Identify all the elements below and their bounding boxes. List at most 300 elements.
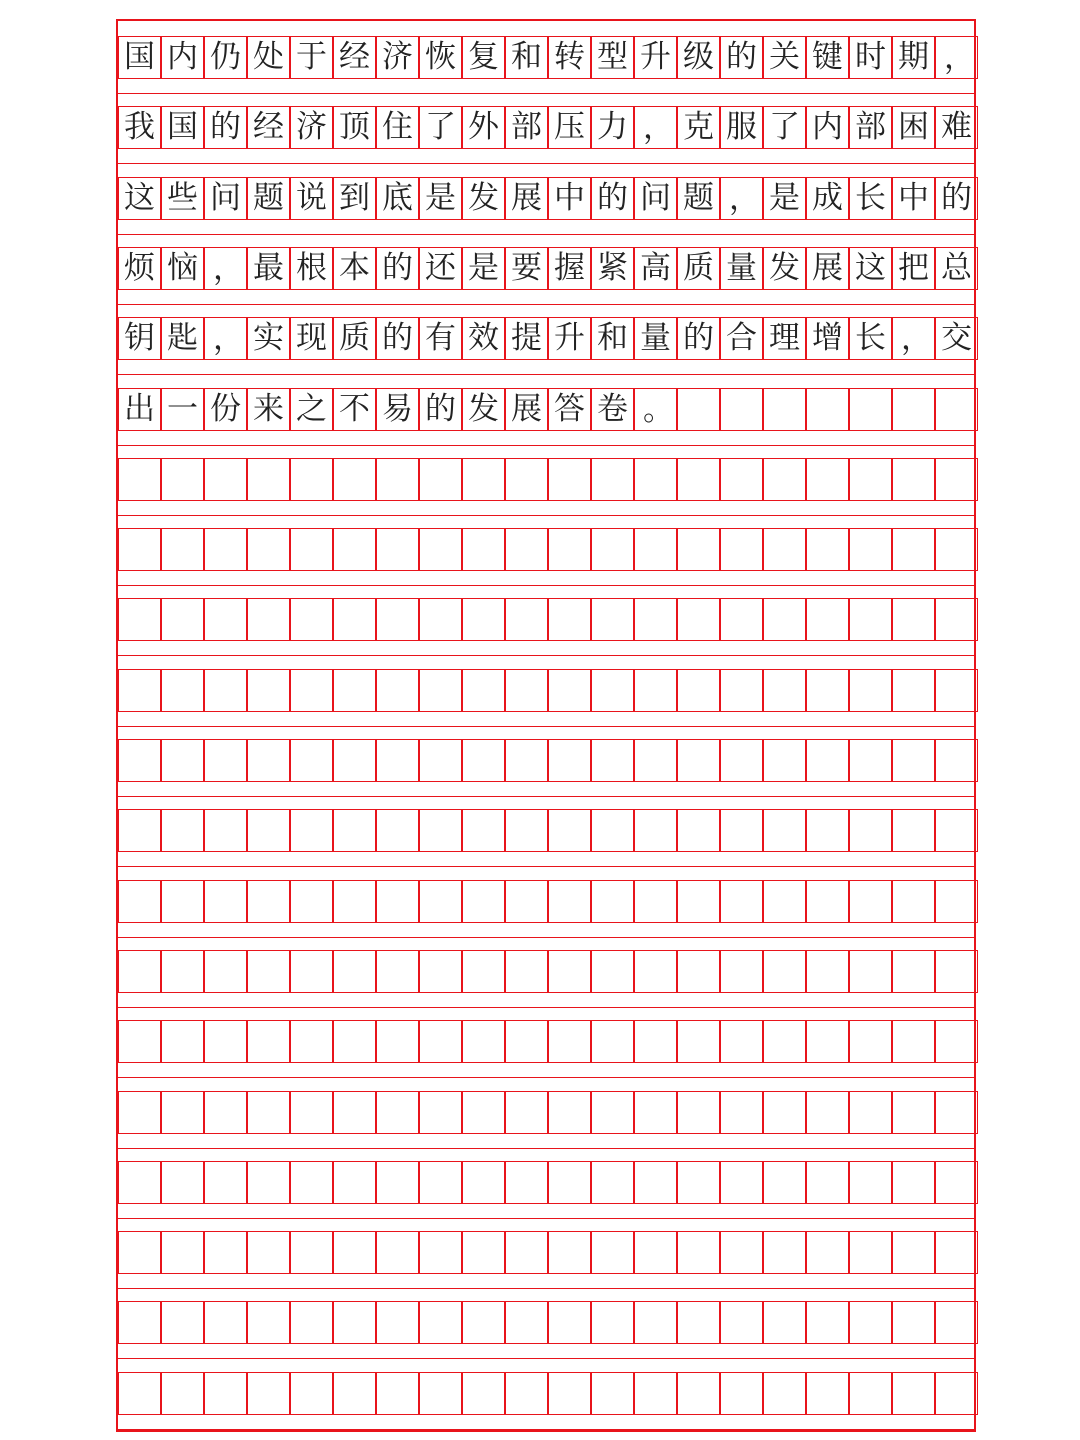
grid-cell: 提 [505,317,548,360]
grid-cell [290,1020,333,1063]
grid-cell [290,669,333,712]
row-gap-line [118,1358,974,1359]
grid-cell [118,739,161,782]
grid-row [118,388,974,431]
grid-cell [935,1091,978,1134]
grid-cell [505,1020,548,1063]
grid-cell: 易 [376,388,419,431]
grid-cell [247,1020,290,1063]
grid-cell [505,809,548,852]
grid-cell [806,1161,849,1204]
row-gap-line [118,1007,974,1008]
grid-row [118,598,974,641]
grid-cell [677,739,720,782]
grid-cell [720,880,763,923]
grid-row [118,317,974,360]
grid-cell: 国 [118,36,161,79]
grid-row [118,247,974,290]
grid-cell [118,950,161,993]
grid-cell [333,669,376,712]
grid-cell [548,598,591,641]
grid-cell [634,458,677,501]
grid-cell [419,458,462,501]
grid-cell: 还 [419,247,462,290]
grid-cell [505,1372,548,1415]
grid-cell: 国 [161,106,204,149]
grid-cell [591,739,634,782]
grid-cell: 是 [419,177,462,220]
grid-cell [462,669,505,712]
grid-cell [892,1372,935,1415]
grid-cell [935,1161,978,1204]
grid-cell: 的 [677,317,720,360]
grid-cell [161,1020,204,1063]
grid-cell [935,669,978,712]
grid-cell [591,950,634,993]
grid-cell [591,1091,634,1134]
row-gap-line [118,866,974,867]
grid-cell [935,1372,978,1415]
row-gap-line [118,1077,974,1078]
grid-cell: 压 [548,106,591,149]
grid-cell [333,880,376,923]
grid-cell [376,880,419,923]
grid-cell [161,528,204,571]
grid-row [118,1231,974,1274]
grid-cell: 理 [763,317,806,360]
grid-cell [720,1091,763,1134]
grid-cell: 是 [462,247,505,290]
grid-cell [247,1372,290,1415]
grid-cell [161,809,204,852]
grid-cell [763,1231,806,1274]
grid-cell [462,1020,505,1063]
grid-cell: 顶 [333,106,376,149]
grid-cell [161,1231,204,1274]
grid-cell [548,739,591,782]
grid-cell [419,1161,462,1204]
grid-cell [204,809,247,852]
grid-cell [806,598,849,641]
grid-cell: 交 [935,317,978,360]
grid-cell [161,458,204,501]
grid-cell: 长 [849,317,892,360]
grid-cell [849,458,892,501]
grid-cell [462,1231,505,1274]
grid-cell [935,880,978,923]
row-gap-line [118,1218,974,1219]
grid-cell [505,1231,548,1274]
grid-row [118,106,974,149]
grid-cell [892,669,935,712]
grid-cell [849,388,892,431]
grid-cell [462,1301,505,1344]
grid-cell [505,950,548,993]
grid-cell [505,669,548,712]
grid-cell [376,458,419,501]
grid-cell [591,880,634,923]
grid-cell [677,809,720,852]
grid-cell: 来 [247,388,290,431]
grid-cell [161,880,204,923]
grid-cell: 份 [204,388,247,431]
grid-cell [634,1301,677,1344]
grid-cell [247,458,290,501]
grid-cell: 这 [118,177,161,220]
grid-cell [548,880,591,923]
grid-cell: 高 [634,247,677,290]
grid-cell: 质 [677,247,720,290]
row-gap-line [118,1429,974,1430]
grid-cell [204,458,247,501]
grid-cell [806,739,849,782]
grid-cell [720,1231,763,1274]
grid-cell [634,1091,677,1134]
grid-cell [763,1091,806,1134]
grid-cell [462,1372,505,1415]
grid-cell [118,458,161,501]
grid-cell [677,1161,720,1204]
grid-cell [591,458,634,501]
grid-row [118,809,974,852]
grid-cell: 题 [677,177,720,220]
row-gap-line [118,655,974,656]
grid-cell: 住 [376,106,419,149]
grid-row [118,36,974,79]
row-gap-line [118,1148,974,1149]
grid-cell: 把 [892,247,935,290]
grid-cell [548,1231,591,1274]
grid-cell [247,950,290,993]
grid-cell [376,1091,419,1134]
grid-cell [462,950,505,993]
grid-cell [892,1091,935,1134]
grid-cell [161,739,204,782]
grid-row [118,1372,974,1415]
grid-cell [634,880,677,923]
grid-cell [290,809,333,852]
grid-cell [204,1161,247,1204]
grid-cell [548,1372,591,1415]
grid-cell [376,528,419,571]
grid-cell [763,458,806,501]
grid-cell [376,1231,419,1274]
grid-cell: 外 [462,106,505,149]
grid-cell: 仍 [204,36,247,79]
grid-cell [677,1091,720,1134]
grid-cell: 部 [849,106,892,149]
grid-row [118,1020,974,1063]
grid-cell [419,1020,462,1063]
grid-cell [462,1161,505,1204]
grid-cell: 克 [677,106,720,149]
grid-row [118,1301,974,1344]
grid-cell [806,458,849,501]
grid-cell [935,388,978,431]
grid-cell [935,598,978,641]
grid-cell [763,739,806,782]
grid-cell: 关 [763,36,806,79]
grid-cell [204,1301,247,1344]
grid-cell: 复 [462,36,505,79]
grid-cell [290,1231,333,1274]
grid-cell [161,1372,204,1415]
grid-cell [118,1091,161,1134]
grid-cell: 和 [505,36,548,79]
grid-cell [161,1161,204,1204]
grid-cell: 经 [333,36,376,79]
grid-cell [720,809,763,852]
grid-cell [419,1231,462,1274]
grid-cell [419,1372,462,1415]
grid-cell [290,1091,333,1134]
grid-cell: 恢 [419,36,462,79]
grid-cell: 型 [591,36,634,79]
grid-cell [763,880,806,923]
grid-cell [247,1231,290,1274]
row-gap-line [118,445,974,446]
grid-cell [118,880,161,923]
grid-cell: ， [204,247,247,290]
grid-cell [247,669,290,712]
grid-cell [634,739,677,782]
grid-cell [204,1372,247,1415]
grid-cell [892,880,935,923]
grid-cell [806,809,849,852]
grid-cell [247,528,290,571]
grid-cell [763,1020,806,1063]
grid-cell [763,388,806,431]
grid-cell [419,1301,462,1344]
grid-cell [204,1091,247,1134]
grid-cell [892,1020,935,1063]
grid-cell [763,809,806,852]
grid-cell: 的 [376,247,419,290]
grid-cell [849,1231,892,1274]
grid-cell [763,950,806,993]
grid-cell [720,1020,763,1063]
row-gap-line [118,585,974,586]
grid-cell [849,669,892,712]
grid-cell [204,528,247,571]
grid-cell [376,669,419,712]
grid-cell: 困 [892,106,935,149]
row-gap-line [118,515,974,516]
grid-cell [677,1231,720,1274]
grid-cell: 成 [806,177,849,220]
grid-cell: 了 [763,106,806,149]
grid-cell [376,809,419,852]
grid-cell [118,1231,161,1274]
row-gap-line [118,796,974,797]
grid-cell: 中 [548,177,591,220]
grid-cell: 恼 [161,247,204,290]
grid-cell [677,1301,720,1344]
grid-cell: 长 [849,177,892,220]
grid-row [118,669,974,712]
grid-cell: 到 [333,177,376,220]
grid-cell: 紧 [591,247,634,290]
grid-cell [849,528,892,571]
grid-cell: 升 [548,317,591,360]
grid-cell [118,809,161,852]
grid-cell [462,880,505,923]
grid-cell [419,598,462,641]
grid-row [118,528,974,571]
row-gap-line [118,234,974,235]
grid-cell: 了 [419,106,462,149]
grid-cell [118,528,161,571]
grid-cell [634,950,677,993]
grid-cell [806,1231,849,1274]
grid-cell [161,950,204,993]
grid-row [118,880,974,923]
grid-cell: ， [720,177,763,220]
row-gap-line [118,93,974,94]
grid-cell [419,739,462,782]
grid-cell [634,669,677,712]
grid-cell: 些 [161,177,204,220]
grid-cell [419,528,462,571]
grid-cell [204,1020,247,1063]
grid-cell: 的 [591,177,634,220]
grid-cell [247,809,290,852]
grid-cell [118,1372,161,1415]
grid-cell [548,458,591,501]
grid-cell [290,1301,333,1344]
grid-cell [333,1372,376,1415]
grid-cell [462,458,505,501]
grid-cell: 经 [247,106,290,149]
grid-cell: 济 [290,106,333,149]
grid-cell: 级 [677,36,720,79]
grid-cell [419,880,462,923]
grid-row [118,950,974,993]
grid-cell [290,528,333,571]
grid-cell [333,528,376,571]
grid-cell [290,950,333,993]
row-gap-line [118,304,974,305]
grid-cell: 发 [763,247,806,290]
grid-cell [591,528,634,571]
grid-cell: 现 [290,317,333,360]
grid-cell [634,1020,677,1063]
grid-cell [763,1161,806,1204]
grid-cell [591,809,634,852]
grid-cell [806,669,849,712]
grid-cell [118,669,161,712]
grid-cell: 升 [634,36,677,79]
grid-cell [763,1372,806,1415]
grid-cell: 键 [806,36,849,79]
grid-cell [677,950,720,993]
grid-cell [806,528,849,571]
grid-cell [677,880,720,923]
grid-cell [720,739,763,782]
grid-cell: 的 [720,36,763,79]
grid-cell [849,739,892,782]
grid-cell [161,598,204,641]
grid-cell [505,739,548,782]
grid-cell [333,1231,376,1274]
grid-cell [505,1161,548,1204]
grid-cell [591,598,634,641]
grid-cell [935,1020,978,1063]
grid-cell: 服 [720,106,763,149]
grid-cell: 期 [892,36,935,79]
grid-cell: 的 [419,388,462,431]
grid-cell: 部 [505,106,548,149]
grid-cell [634,528,677,571]
grid-cell [806,388,849,431]
grid-cell [677,388,720,431]
grid-cell: 不 [333,388,376,431]
grid-cell [849,950,892,993]
grid-cell [118,1020,161,1063]
grid-cell [333,1301,376,1344]
grid-cell: 匙 [161,317,204,360]
row-gap-line [118,374,974,375]
grid-cell [548,1091,591,1134]
grid-cell [204,598,247,641]
grid-cell: 是 [763,177,806,220]
grid-cell [720,458,763,501]
grid-cell [720,528,763,571]
grid-cell: 问 [634,177,677,220]
grid-cell [720,1161,763,1204]
grid-cell [591,1372,634,1415]
grid-cell: 处 [247,36,290,79]
grid-cell: 这 [849,247,892,290]
grid-cell: 有 [419,317,462,360]
grid-cell: 于 [290,36,333,79]
grid-cell [677,458,720,501]
grid-cell: 难 [935,106,978,149]
grid-cell [333,1020,376,1063]
grid-cell [763,598,806,641]
grid-cell [505,598,548,641]
grid-cell: 的 [376,317,419,360]
grid-cell: ， [935,36,978,79]
grid-cell [505,528,548,571]
grid-cell [462,739,505,782]
grid-cell [462,598,505,641]
grid-cell: 答 [548,388,591,431]
grid-cell [892,739,935,782]
grid-cell [849,1020,892,1063]
grid-cell: 握 [548,247,591,290]
grid-cell: 题 [247,177,290,220]
grid-cell: 的 [204,106,247,149]
grid-cell [806,1091,849,1134]
grid-cell [763,1301,806,1344]
grid-cell [333,950,376,993]
grid-cell [806,1301,849,1344]
grid-cell [247,739,290,782]
grid-cell: 力 [591,106,634,149]
grid-cell [634,1231,677,1274]
grid-cell [892,598,935,641]
grid-cell [634,1372,677,1415]
grid-cell [591,669,634,712]
grid-cell [935,809,978,852]
grid-cell [161,1091,204,1134]
grid-cell [677,1020,720,1063]
grid-cell [333,1091,376,1134]
grid-cell [118,598,161,641]
grid-cell [204,739,247,782]
grid-cell: 要 [505,247,548,290]
